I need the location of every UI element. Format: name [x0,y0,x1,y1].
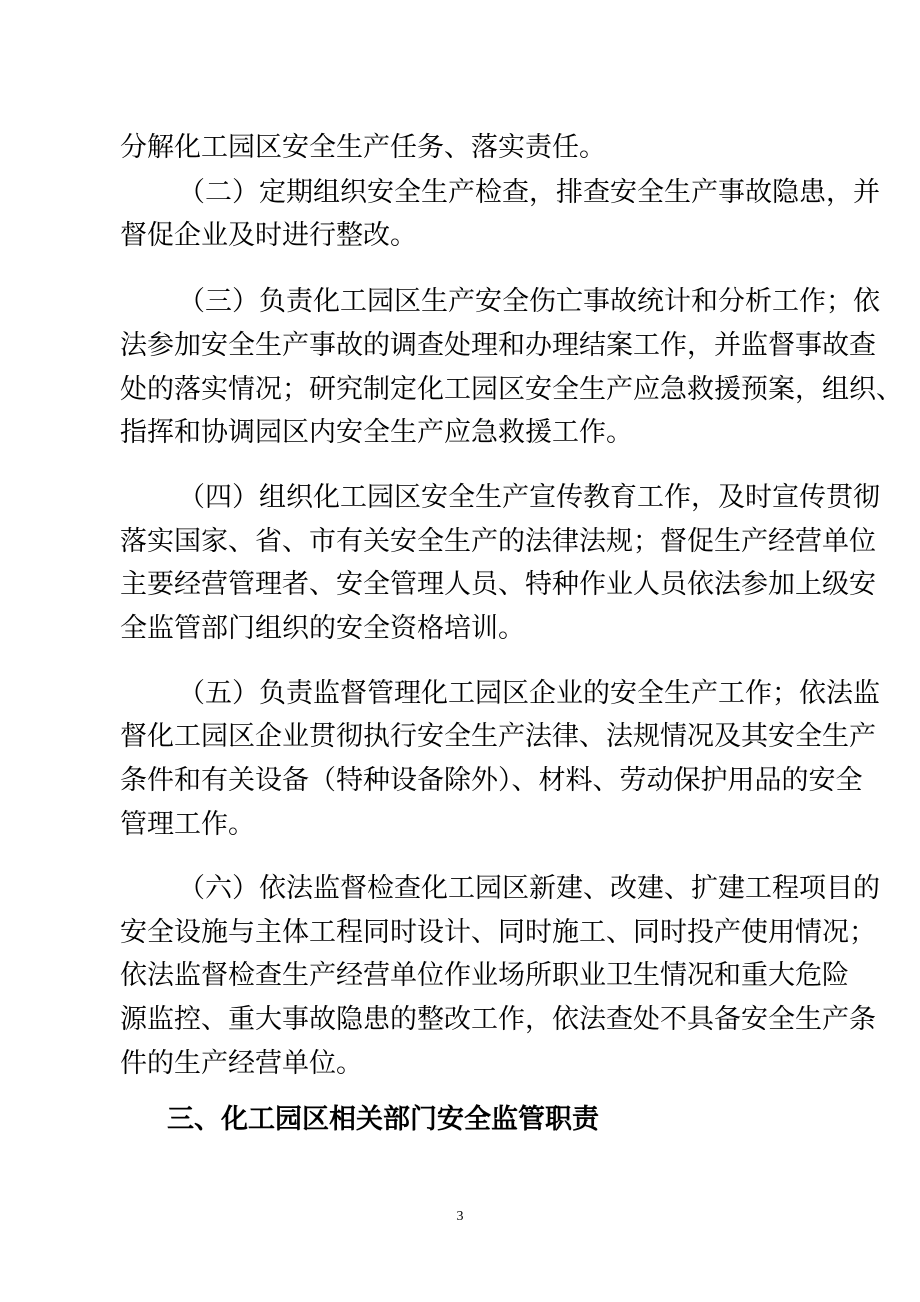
paragraph-5-line-4: 管理工作。 [120,809,255,840]
paragraph-6-line-2: 安全设施与主体工程同时设计、同时施工、同时投产使用情况； [120,917,876,948]
paragraph-3-line-1: （三）负责化工园区生产安全伤亡事故统计和分析工作；依 [178,286,880,317]
paragraph-6-line-1: （六）依法监督检查化工园区新建、改建、扩建工程项目的 [178,873,880,904]
paragraph-4-line-4: 全监管部门组织的安全资格培训。 [120,613,525,644]
paragraph-4-line-2: 落实国家、省、市有关安全生产的法律法规；督促生产经营单位 [120,526,876,557]
paragraph-4-line-3: 主要经营管理者、安全管理人员、特种作业人员依法参加上级安 [120,569,876,600]
paragraph-continuation-line: 分解化工园区安全生产任务、落实责任。 [120,132,606,163]
paragraph-5-line-2: 督化工园区企业贯彻执行安全生产法律、法规情况及其安全生产 [120,721,876,752]
paragraph-5-line-3: 条件和有关设备（特种设备除外）、材料、劳动保护用品的安全 [120,765,863,796]
paragraph-2-line-2: 督促企业及时进行整改。 [120,220,417,251]
paragraph-3-line-3: 处的落实情况；研究制定化工园区安全生产应急救援预案，组织、 [120,374,903,405]
page-number: 3 [456,1209,464,1224]
section-heading: 三、化工园区相关部门安全监管职责 [167,1104,599,1135]
paragraph-6-line-3: 依法监督检查生产经营单位作业场所职业卫生情况和重大危险 [120,960,849,991]
paragraph-5-line-1: （五）负责监督管理化工园区企业的安全生产工作；依法监 [178,678,880,709]
paragraph-3-line-4: 指挥和协调园区内安全生产应急救援工作。 [120,417,633,448]
paragraph-3-line-2: 法参加安全生产事故的调查处理和办理结案工作，并监督事故查 [120,330,876,361]
paragraph-4-line-1: （四）组织化工园区安全生产宣传教育工作，及时宣传贯彻 [178,482,880,513]
paragraph-6-line-5: 件的生产经营单位。 [120,1048,363,1079]
paragraph-2-line-1: （二）定期组织安全生产检查，排查安全生产事故隐患，并 [178,177,880,208]
paragraph-6-line-4: 源监控、重大事故隐患的整改工作，依法查处不具备安全生产条 [120,1004,876,1035]
